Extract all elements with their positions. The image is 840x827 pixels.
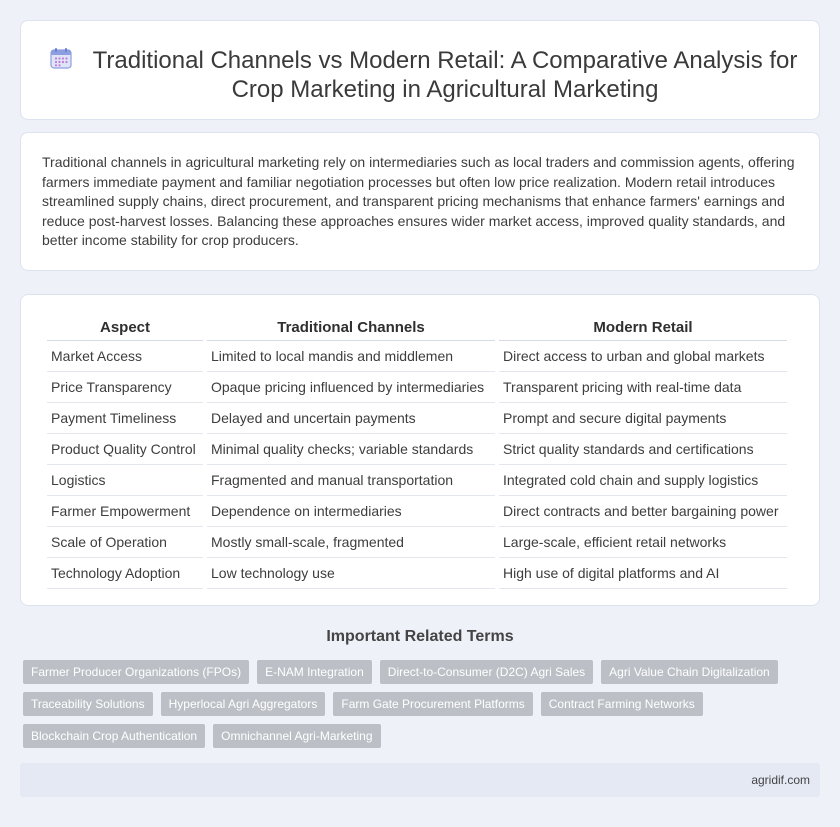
header-card: [20, 20, 820, 120]
table-cell: Transparent pricing with real-time data: [499, 372, 787, 403]
table-row: [47, 403, 787, 434]
related-terms-title: Important Related Terms: [326, 628, 514, 645]
page-title: Traditional Channels vs Modern Retail: A Comparative Analysis for Crop Marketing in Agricultural Marketing: [92, 47, 798, 103]
table-cell: Dependence on intermediaries: [207, 496, 495, 527]
footer-site-link[interactable]: agridif.com: [751, 773, 810, 787]
table-row: [47, 372, 787, 403]
table-cell: Opaque pricing influenced by intermediaries: [207, 372, 495, 403]
table-row: [47, 558, 787, 589]
related-term-tag[interactable]: Direct-to-Consumer (D2C) Agri Sales: [380, 660, 593, 684]
comparison-table-card: [20, 294, 820, 606]
footer: [20, 763, 820, 797]
summary-text: Traditional channels in agricultural marketing rely on intermediaries such as local traders and commission agents, offering farmers immediate payment and familiar negotiation processes but often low price realization. Modern retail introduces streamlined supply chains, direct procurement, and transparent pricing mechanisms that enhance farmers' earnings and reduce post-harvest losses. Balancing these approaches ensures wider market access, improved quality standards, and better income stability for crop producers.: [42, 154, 795, 249]
related-term-tag[interactable]: Blockchain Crop Authentication: [23, 724, 205, 748]
table-row: [47, 434, 787, 465]
table-cell: Price Transparency: [47, 372, 203, 403]
table-cell: High use of digital platforms and AI: [499, 558, 787, 589]
table-cell: Logistics: [47, 465, 203, 496]
related-term-tag[interactable]: Farm Gate Procurement Platforms: [333, 692, 532, 716]
related-term-tag[interactable]: E-NAM Integration: [257, 660, 372, 684]
related-terms-list: [23, 660, 803, 748]
table-cell: Direct access to urban and global markets: [499, 341, 787, 372]
table-row: [47, 341, 787, 372]
table-header-row: [47, 316, 787, 341]
column-header-traditional: Traditional Channels: [207, 316, 495, 341]
table-cell: Product Quality Control: [47, 434, 203, 465]
table-cell: Integrated cold chain and supply logistics: [499, 465, 787, 496]
table-row: [47, 465, 787, 496]
table-cell: Technology Adoption: [47, 558, 203, 589]
table-cell: Market Access: [47, 341, 203, 372]
table-cell: Strict quality standards and certifications: [499, 434, 787, 465]
calendar-icon: [49, 46, 73, 70]
table-cell: Scale of Operation: [47, 527, 203, 558]
table-cell: Minimal quality checks; variable standards: [207, 434, 495, 465]
table-row: [47, 496, 787, 527]
table-cell: Limited to local mandis and middlemen: [207, 341, 495, 372]
table-cell: Low technology use: [207, 558, 495, 589]
table-cell: Prompt and secure digital payments: [499, 403, 787, 434]
related-term-tag[interactable]: Contract Farming Networks: [541, 692, 703, 716]
column-header-modern: Modern Retail: [499, 316, 787, 341]
table-cell: Fragmented and manual transportation: [207, 465, 495, 496]
table-cell: Delayed and uncertain payments: [207, 403, 495, 434]
table-row: [47, 527, 787, 558]
table-cell: Mostly small-scale, fragmented: [207, 527, 495, 558]
related-term-tag[interactable]: Farmer Producer Organizations (FPOs): [23, 660, 249, 684]
related-term-tag[interactable]: Omnichannel Agri-Marketing: [213, 724, 380, 748]
related-term-tag[interactable]: Agri Value Chain Digitalization: [601, 660, 778, 684]
table-cell: Large-scale, efficient retail networks: [499, 527, 787, 558]
table-cell: Direct contracts and better bargaining power: [499, 496, 787, 527]
summary-card: [20, 132, 820, 271]
related-term-tag[interactable]: Hyperlocal Agri Aggregators: [161, 692, 326, 716]
table-cell: Farmer Empowerment: [47, 496, 203, 527]
column-header-aspect: Aspect: [47, 316, 203, 341]
related-term-tag[interactable]: Traceability Solutions: [23, 692, 153, 716]
comparison-table: [43, 316, 791, 589]
table-cell: Payment Timeliness: [47, 403, 203, 434]
